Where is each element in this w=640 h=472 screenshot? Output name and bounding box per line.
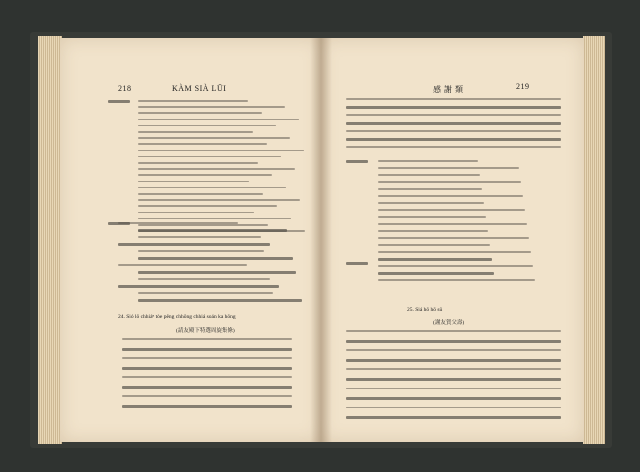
text-line	[138, 119, 299, 121]
entry-label-marker	[108, 100, 130, 103]
text-line	[346, 340, 561, 343]
text-line	[118, 285, 279, 288]
left-page	[60, 38, 321, 442]
text-line	[378, 195, 523, 197]
text-line	[138, 106, 285, 108]
text-line	[122, 405, 292, 408]
text-line	[122, 386, 292, 389]
text-line	[138, 168, 295, 170]
left-page-number: 218	[118, 84, 132, 93]
left-page-edges	[38, 36, 62, 444]
text-line	[346, 349, 561, 351]
text-line	[346, 98, 561, 100]
right-page-edges	[583, 36, 605, 444]
text-line	[378, 244, 490, 246]
text-line	[378, 216, 486, 218]
entry-label-marker	[346, 262, 368, 265]
entry-label-marker	[108, 222, 130, 225]
text-line	[138, 250, 264, 252]
left-section-title: 24. Sió lō chhiáⁿ tòe pêng chhōng chhiá soán ka hōng	[118, 314, 236, 320]
text-line	[378, 209, 525, 211]
text-line	[138, 229, 287, 232]
text-line	[122, 348, 292, 351]
text-line	[378, 188, 482, 190]
text-line	[138, 292, 273, 294]
text-line	[122, 367, 292, 370]
text-line	[378, 279, 535, 281]
text-line	[346, 146, 561, 148]
text-line	[378, 202, 484, 204]
text-line	[378, 230, 488, 232]
text-line	[118, 264, 247, 266]
text-line	[138, 143, 267, 145]
text-line	[138, 299, 302, 302]
text-line	[346, 330, 561, 332]
right-running-header: 感 謝 類	[433, 85, 464, 94]
entry-label-marker	[346, 160, 368, 163]
text-line	[346, 359, 561, 362]
text-line	[378, 237, 529, 239]
text-line	[138, 181, 249, 183]
text-line	[122, 357, 292, 359]
text-line	[122, 338, 292, 340]
book-gutter	[310, 38, 332, 442]
text-line	[378, 258, 492, 261]
text-line	[118, 222, 238, 224]
text-line	[138, 174, 272, 176]
text-line	[138, 112, 262, 114]
text-line	[122, 395, 292, 397]
text-line	[346, 397, 561, 400]
text-line	[346, 122, 561, 125]
right-section-title: 25. Siá hō hō sū	[407, 307, 443, 313]
text-line	[138, 150, 304, 152]
text-line	[138, 100, 248, 102]
text-line	[378, 174, 480, 176]
text-line	[138, 236, 261, 238]
text-line	[378, 160, 478, 162]
right-page-number: 219	[516, 82, 530, 91]
text-line	[138, 205, 277, 207]
text-line	[378, 181, 521, 183]
text-line	[138, 271, 296, 274]
text-line	[138, 224, 268, 226]
text-line	[346, 138, 561, 141]
text-line	[378, 251, 531, 253]
text-line	[346, 388, 561, 390]
right-section-subtitle: (謝友賀父壽)	[433, 320, 465, 326]
text-line	[138, 278, 270, 280]
text-line	[378, 272, 494, 275]
text-line	[346, 106, 561, 109]
text-line	[138, 199, 300, 201]
left-section-subtitle: (請友殿下特選周旋集條)	[176, 328, 235, 334]
text-line	[138, 212, 254, 214]
text-line	[138, 257, 293, 260]
left-running-header: KÀM SIÀ LŪI	[172, 84, 227, 93]
text-line	[138, 193, 263, 195]
text-line	[346, 416, 561, 419]
text-line	[378, 167, 519, 169]
text-line	[346, 378, 561, 381]
text-line	[378, 223, 527, 225]
text-line	[138, 137, 290, 139]
text-line	[346, 114, 561, 116]
text-line	[346, 368, 561, 370]
text-line	[346, 130, 561, 132]
text-line	[378, 265, 533, 267]
text-line	[138, 131, 253, 133]
text-line	[118, 243, 270, 246]
text-line	[122, 376, 292, 378]
text-line	[138, 162, 258, 164]
